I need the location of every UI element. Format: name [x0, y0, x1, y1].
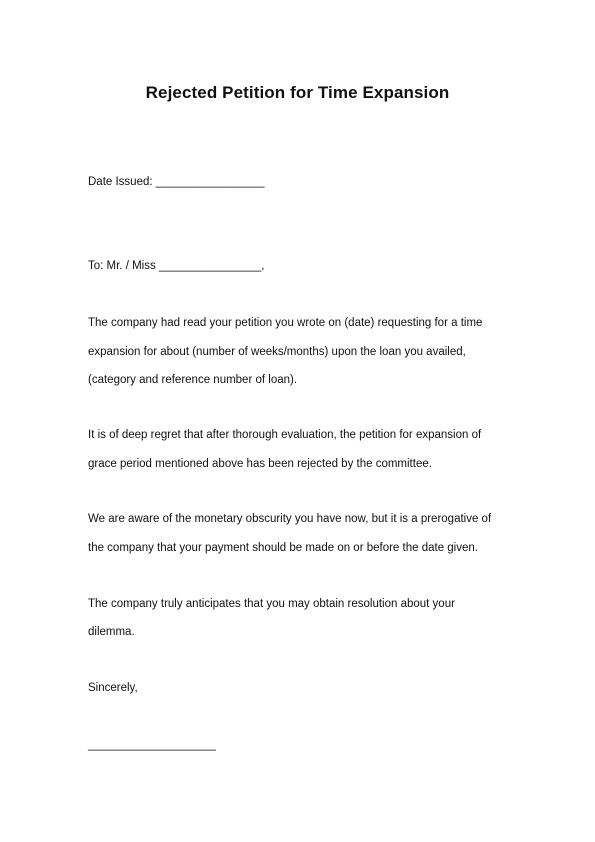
paragraph-line: expansion for about (number of weeks/months) upon the loan you availed, — [88, 346, 466, 358]
document-title: Rejected Petition for Time Expansion — [145, 83, 450, 102]
paragraph-line: The company had read your petition you wrote on (date) requesting for a time — [88, 317, 483, 329]
paragraph-line: (category and reference number of loan). — [88, 374, 298, 386]
recipient-line: To: Mr. / Miss ________________, — [88, 260, 265, 272]
paragraph-line: dilemma. — [88, 626, 135, 638]
paragraph-line: We are aware of the monetary obscurity you have now, but it is a prerogative of — [88, 513, 492, 525]
closing-salutation: Sincerely, — [88, 682, 138, 694]
date-issued-line: Date Issued: _________________ — [88, 176, 265, 188]
signature-line: ____________________ — [88, 739, 216, 751]
paragraph-line: the company that your payment should be made on or before the date given. — [88, 542, 478, 554]
paragraph-line: grace period mentioned above has been rejected by the committee. — [88, 458, 432, 470]
paragraph-line: The company truly anticipates that you may obtain resolution about your — [88, 598, 455, 610]
paragraph-line: It is of deep regret that after thorough evaluation, the petition for expansion of — [88, 429, 482, 441]
